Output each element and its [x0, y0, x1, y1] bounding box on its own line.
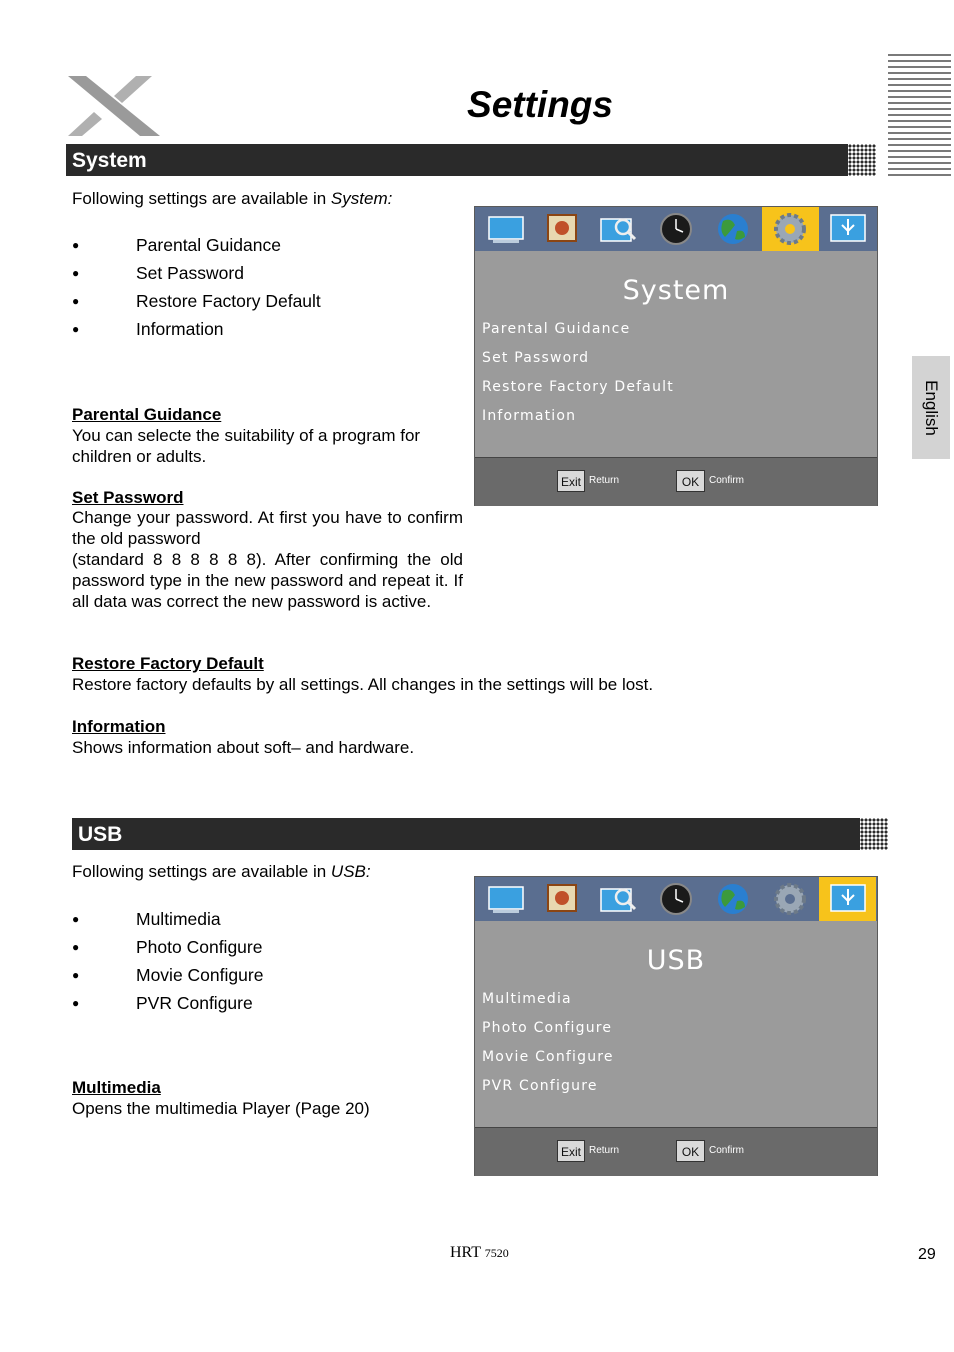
parental-heading: Parental Guidance: [72, 405, 222, 424]
list-item: ● PVR Configure: [72, 989, 432, 1017]
bar-dot-pattern: [848, 818, 888, 850]
menu-footer: [475, 1127, 877, 1176]
system-menu-screenshot: [474, 206, 878, 506]
usb-section-bar: [72, 818, 860, 850]
restore-text: Restore factory defaults by all settings. All changes in the settings will be lost.: [72, 675, 654, 694]
menu-title: System: [622, 275, 730, 306]
system-intro: Following settings are available in System:: [72, 189, 393, 208]
list-item: ● Restore Factory Default: [72, 287, 432, 315]
picture-icon: [534, 207, 591, 251]
password-heading: Set Password: [72, 488, 184, 507]
bar-dot-pattern: [836, 144, 876, 176]
menu-item: Restore Factory Default: [482, 379, 674, 395]
menu-item: Multimedia: [482, 991, 572, 1007]
usb-intro: Following settings are available in USB:: [72, 862, 371, 881]
search-channel-icon: [591, 877, 648, 921]
ok-key: OK: [676, 1140, 705, 1162]
menu-item: PVR Configure: [482, 1078, 598, 1094]
usb-icon: [819, 207, 876, 251]
tv-icon: [477, 877, 534, 921]
multimedia-heading: Multimedia: [72, 1078, 161, 1097]
decorative-stripes: [888, 54, 951, 180]
menu-item: Photo Configure: [482, 1020, 613, 1036]
menu-item: Set Password: [482, 350, 590, 366]
globe-icon: [705, 877, 762, 921]
settings-gear-icon: [762, 877, 819, 921]
footer-model: HRT 7520: [450, 1244, 509, 1261]
menu-title: USB: [646, 945, 706, 976]
restore-heading: Restore Factory Default: [72, 654, 264, 673]
menu-icon-bar: [475, 877, 877, 921]
information-text: Shows information about soft– and hardware.: [72, 738, 415, 757]
exit-key: Exit: [557, 1140, 585, 1162]
exit-label: Return: [589, 1145, 620, 1156]
ok-label: Confirm: [709, 475, 745, 486]
menu-item: Parental Guidance: [482, 321, 631, 337]
list-item: ● Photo Configure: [72, 933, 432, 961]
list-item: ● Movie Configure: [72, 961, 432, 989]
language-tab: [912, 356, 950, 459]
menu-icon-bar: [475, 207, 877, 251]
tv-icon: [477, 207, 534, 251]
menu-item: Information: [482, 408, 577, 424]
list-item: ● Multimedia: [72, 905, 432, 933]
usb-menu-screenshot: [474, 876, 878, 1176]
page-number: 29: [918, 1246, 936, 1263]
system-bullet-list: [72, 231, 432, 343]
ok-label: Confirm: [709, 1145, 745, 1156]
password-text: Change your password. At first you have to confirm the old password (standard 8 8 8 8 8 8). After confirming the old password type in the new password and repeat it. If all data was correct the new password is active.: [72, 508, 463, 611]
menu-footer: [475, 457, 877, 506]
parental-text: You can selecte the suitability of a program for children or adults.: [72, 426, 421, 466]
globe-icon: [705, 207, 762, 251]
ok-key: OK: [676, 470, 705, 492]
system-section-bar: [66, 144, 848, 176]
clock-icon: [648, 877, 705, 921]
picture-icon: [534, 877, 591, 921]
list-item: ● Set Password: [72, 259, 432, 287]
exit-label: Return: [589, 475, 620, 486]
language-tab-label: English: [922, 379, 941, 436]
information-heading: Information: [72, 717, 166, 736]
usb-icon: [819, 877, 876, 921]
clock-icon: [648, 207, 705, 251]
settings-gear-icon: [762, 207, 819, 251]
page-title: Settings: [467, 84, 613, 125]
search-channel-icon: [591, 207, 648, 251]
system-section-title: System: [72, 149, 147, 172]
menu-item: Movie Configure: [482, 1049, 614, 1065]
list-item: ● Information: [72, 315, 432, 343]
usb-bullet-list: [72, 905, 432, 1017]
exit-key: Exit: [557, 470, 585, 492]
list-item: ● Parental Guidance: [72, 231, 432, 259]
multimedia-text: Opens the multimedia Player (Page 20): [72, 1099, 370, 1118]
usb-section-title: USB: [78, 823, 123, 846]
